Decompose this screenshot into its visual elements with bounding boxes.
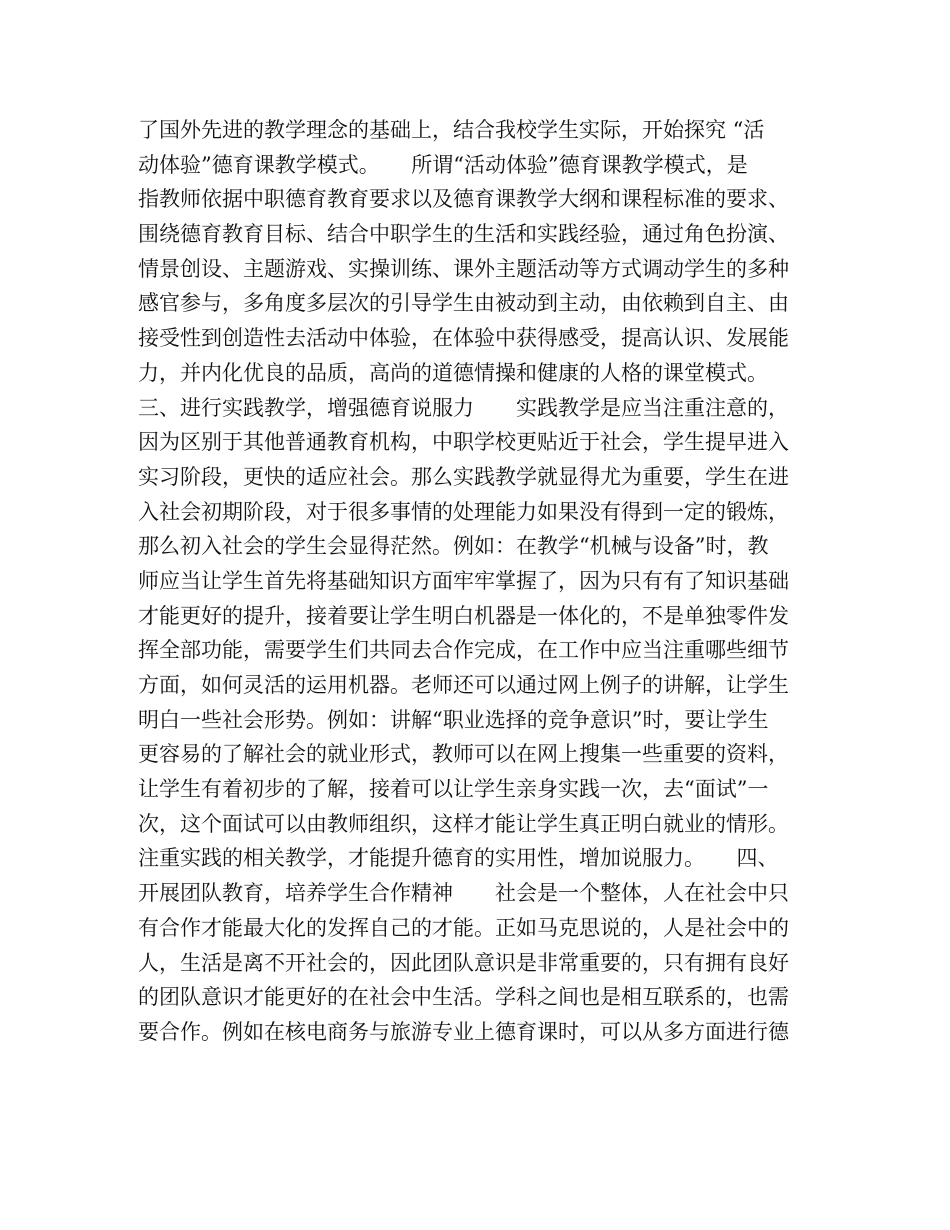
text-line: 入社会初期阶段，对于很多事情的处理能力如果没有得到一定的锻炼， (138, 499, 789, 524)
text-line: 动体验”德育课教学模式。 所谓“活动体验”德育课教学模式，是 (138, 152, 748, 177)
text-line: 要合作。例如在核电商务与旅游专业上德育课时，可以从多方面进行德 (138, 1019, 789, 1044)
text-line: 因为区别于其他普通教育机构，中职学校更贴近于社会，学生提早进入 (138, 430, 789, 455)
text-line: 那么初入社会的学生会显得茫然。例如：在教学“机械与设备”时，教 (138, 534, 769, 559)
section-heading-line: 开展团队教育，培养学生合作精神 社会是一个整体，人在社会中只 (138, 881, 789, 906)
text-line: 明白一些社会形势。例如：讲解“职业选择的竞争意识”时，要让学生 (138, 707, 769, 732)
text-line: 让学生有着初步的了解，接着可以让学生亲身实践一次，去“面试”一 (138, 777, 769, 802)
text-line: 才能更好的提升，接着要让学生明白机器是一体化的，不是单独零件发 (138, 603, 789, 628)
text-line: 了国外先进的教学理念的基础上，结合我校学生实际，开始探究 “活 (138, 118, 765, 142)
text-line: 力，并内化优良的品质，高尚的道德情操和健康的人格的课堂模式。 (138, 360, 768, 385)
text-line: 次，这个面试可以由教师组织，这样才能让学生真正明白就业的情形。 (138, 811, 789, 836)
text-line: 接受性到创造性去活动中体验，在体验中获得感受，提高认识、发展能 (138, 326, 789, 351)
text-line: 挥全部功能，需要学生们共同去合作完成，在工作中应当注重哪些细节 (138, 638, 789, 663)
text-line: 围绕德育教育目标、结合中职学生的生活和实践经验，通过角色扮演、 (138, 222, 789, 247)
text-line: 有合作才能最大化的发挥自己的才能。正如马克思说的，人是社会中的 (138, 915, 789, 940)
body-text (138, 113, 818, 1050)
text-line: 实习阶段，更快的适应社会。那么实践教学就显得尤为重要，学生在进 (138, 464, 789, 489)
text-line: 注重实践的相关教学，才能提升德育的实用性，增加说服力。 四、 (138, 846, 779, 871)
text-line: 人，生活是离不开社会的，因此团队意识是非常重要的，只有拥有良好 (138, 950, 789, 975)
text-line: 情景创设、主题游戏、实操训练、课外主题活动等方式调动学生的多种 (138, 256, 789, 281)
text-line: 师应当让学生首先将基础知识方面牢牢掌握了，因为只有有了知识基础 (138, 568, 789, 593)
text-line: 的团队意识才能更好的在社会中生活。学科之间也是相互联系的，也需 (138, 985, 789, 1010)
text-line: 更容易的了解社会的就业形式，教师可以在网上搜集一些重要的资料， (138, 742, 789, 767)
text-line: 感官参与，多角度多层次的引导学生由被动到主动，由依赖到自主、由 (138, 291, 789, 316)
text-line: 方面，如何灵活的运用机器。老师还可以通过网上例子的讲解，让学生 (138, 673, 789, 697)
section-heading-line: 三、进行实践教学，增强德育说服力 实践教学是应当注重注意的， (138, 395, 789, 420)
text-line: 指教师依据中职德育教育要求以及德育课教学大纲和课程标准的要求、 (138, 187, 789, 212)
